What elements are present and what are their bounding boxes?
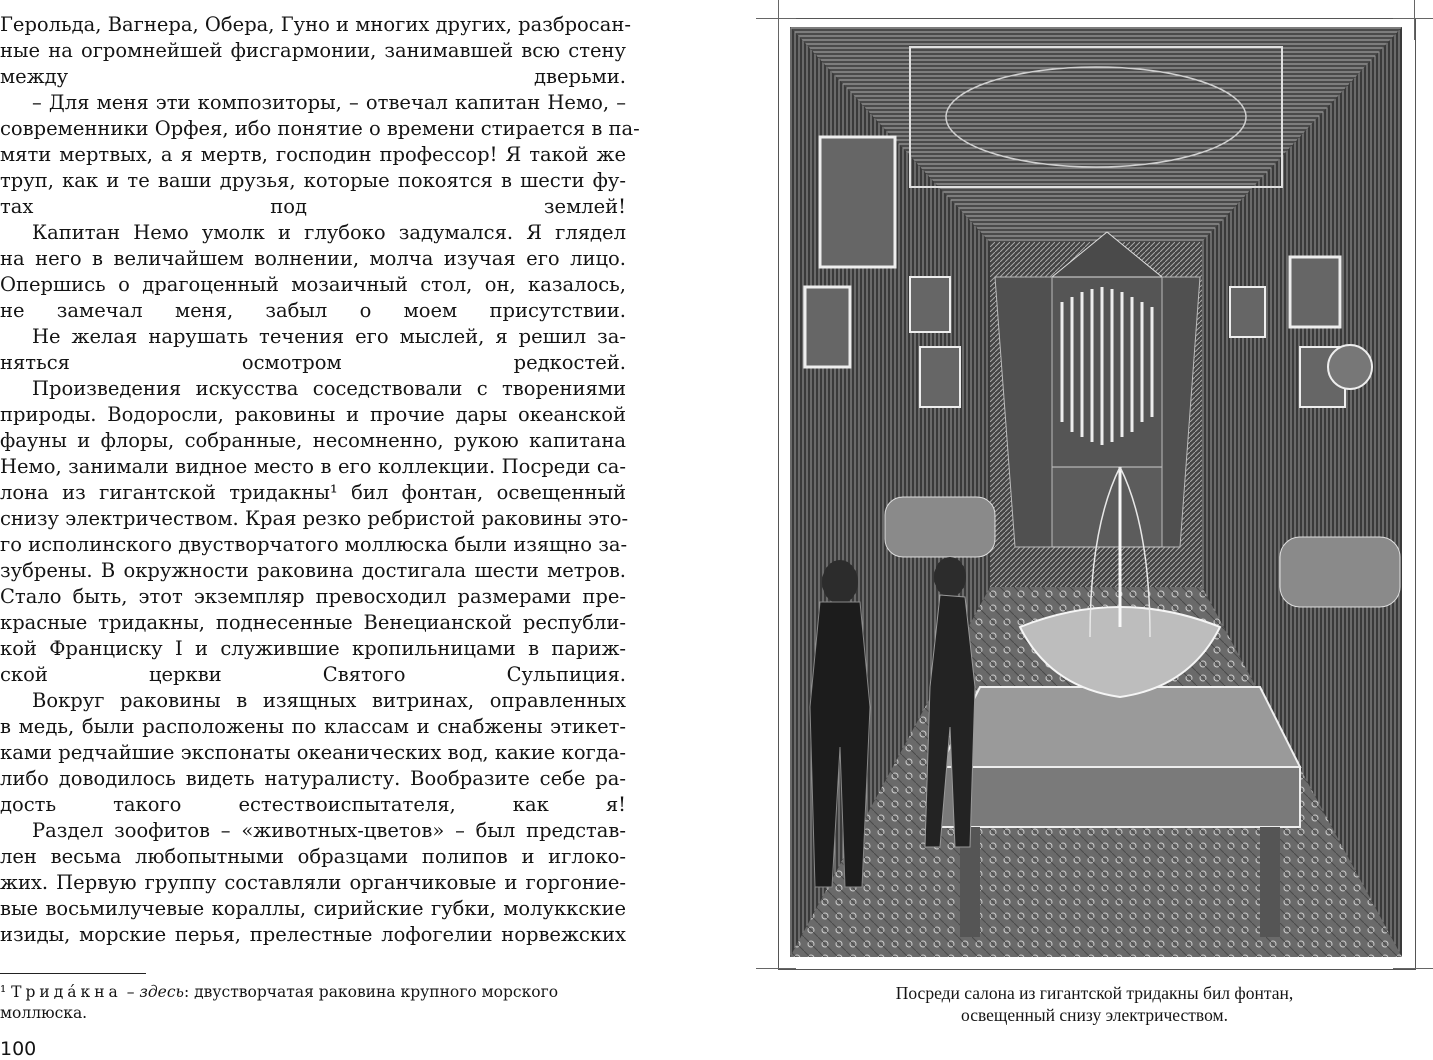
- text-line: Вокруг раковины в изящных витринах, оправленных: [32, 689, 626, 712]
- text-line: лона из гигантской тридакны¹ бил фонтан, освещенный: [0, 481, 626, 504]
- caption-line-1: Посреди салона из гигантской тридакны бил фонтан,: [895, 983, 1294, 1003]
- text-line: современники Орфея, ибо понятие о времени стирается в па-: [0, 117, 640, 140]
- footnote-text: : двустворчатая раковина крупного морского: [183, 983, 559, 1001]
- paragraph-5: [0, 376, 629, 688]
- text-line: Капитан Немо умолк и глубоко задумался. Я глядел: [32, 221, 626, 244]
- paragraph-2: [0, 90, 640, 220]
- text-line: вые восьмилучевые кораллы, сирийские губки, молуккские: [0, 897, 626, 920]
- text-line: природы. Водоросли, раковины и прочие дары океанской: [0, 403, 626, 426]
- crop-mark: [756, 18, 796, 19]
- text-line: ками редчайшие экспонаты океанических вод, какие когда-: [0, 741, 626, 764]
- text-line: – Для меня эти композиторы, – отвечал капитан Немо, –: [32, 91, 626, 114]
- text-line: между дверьми.: [0, 65, 626, 88]
- paragraph-3: [0, 220, 626, 324]
- footnote-term: Трида́кна: [11, 983, 122, 1001]
- crop-mark: [756, 968, 796, 969]
- text-line: снизу электричеством. Края резко ребристой раковины это-: [0, 507, 629, 530]
- text-line: няться осмотром редкостей.: [0, 351, 626, 374]
- text-line: Стало быть, этот экземпляр превосходил размерами пре-: [0, 585, 626, 608]
- text-line: тах под землей!: [0, 195, 626, 218]
- text-line: лен весьма любопытными образцами полипов и иглоко-: [0, 845, 626, 868]
- crop-mark: [1393, 18, 1433, 19]
- text-line: труп, как и те ваши друзья, которые покоятся в шести фу-: [0, 169, 626, 192]
- text-line: Герольда, Вагнера, Обера, Гуно и многих других, разбросан-: [0, 13, 631, 36]
- footnote-qualifier: здесь: [139, 983, 184, 1001]
- caption-line-2: освещенный снизу электричеством.: [961, 1005, 1228, 1025]
- illustration-plate: [756, 0, 1433, 996]
- salon-engraving-image: [790, 27, 1402, 957]
- engraving-illustration: [790, 27, 1402, 957]
- text-line: го исполинского двустворчатого моллюска были изящно за-: [0, 533, 628, 556]
- left-page-text: [0, 12, 640, 948]
- crop-mark: [1414, 0, 1415, 40]
- text-line: фауны и флоры, собранные, несомненно, рукою капитана: [0, 429, 626, 452]
- footnote: [0, 982, 626, 1024]
- text-line: дость такого естествоиспытателя, как я!: [0, 793, 626, 816]
- text-line: не замечал меня, забыл о моем присутствии.: [0, 299, 626, 322]
- text-line: Раздел зоофитов – «животных-цветов» – был представ-: [32, 819, 626, 842]
- text-line: Опершись о драгоценный мозаичный стол, он, казалось,: [0, 273, 626, 296]
- footnote-line-1: [0, 982, 626, 1003]
- footnote-line-2: моллюска.: [0, 1004, 88, 1022]
- text-line: на него в величайшем волнении, молча изучая его лицо.: [0, 247, 626, 270]
- paragraph-6: [0, 688, 626, 818]
- crop-mark: [778, 0, 779, 40]
- crop-mark: [1393, 968, 1433, 969]
- text-line: изиды, морские перья, прелестные лофогелии норвежских: [0, 923, 626, 946]
- footnote-divider: [0, 973, 146, 974]
- footnote-dash: –: [121, 983, 140, 1001]
- text-line: ные на огромнейшей фисгармонии, занимавшей всю стену: [0, 39, 626, 62]
- text-line: Немо, занимали видное место в его коллекции. Посреди са-: [0, 455, 626, 478]
- text-line: мяти мертвых, а я мертв, господин профессор! Я такой же: [0, 143, 626, 166]
- paragraph-7: [0, 818, 626, 948]
- footnote-marker: ¹: [0, 983, 7, 1001]
- text-line: ской церкви Святого Сульпиция.: [0, 663, 626, 686]
- page-number: 100: [0, 1038, 37, 1060]
- text-line: либо доводилось видеть натуралисту. Вообразите себе ра-: [0, 767, 626, 790]
- text-line: Не желая нарушать течения его мыслей, я решил за-: [32, 325, 626, 348]
- illustration-caption: [756, 982, 1433, 1026]
- paragraph-4: [0, 324, 626, 376]
- text-line: в медь, были расположены по классам и снабжены этикет-: [0, 715, 626, 738]
- text-line: красные тридакны, поднесенные Венецианской республи-: [0, 611, 626, 634]
- text-line: зубрены. В окружности раковина достигала шести метров.: [0, 559, 626, 582]
- text-line: Произведения искусства соседствовали с творениями: [32, 377, 626, 400]
- text-line: кой Франциску I и служившие кропильницами в париж-: [0, 637, 626, 660]
- text-line: жих. Первую группу составляли органчиковые и горгоние-: [0, 871, 626, 894]
- paragraph-1: [0, 12, 631, 90]
